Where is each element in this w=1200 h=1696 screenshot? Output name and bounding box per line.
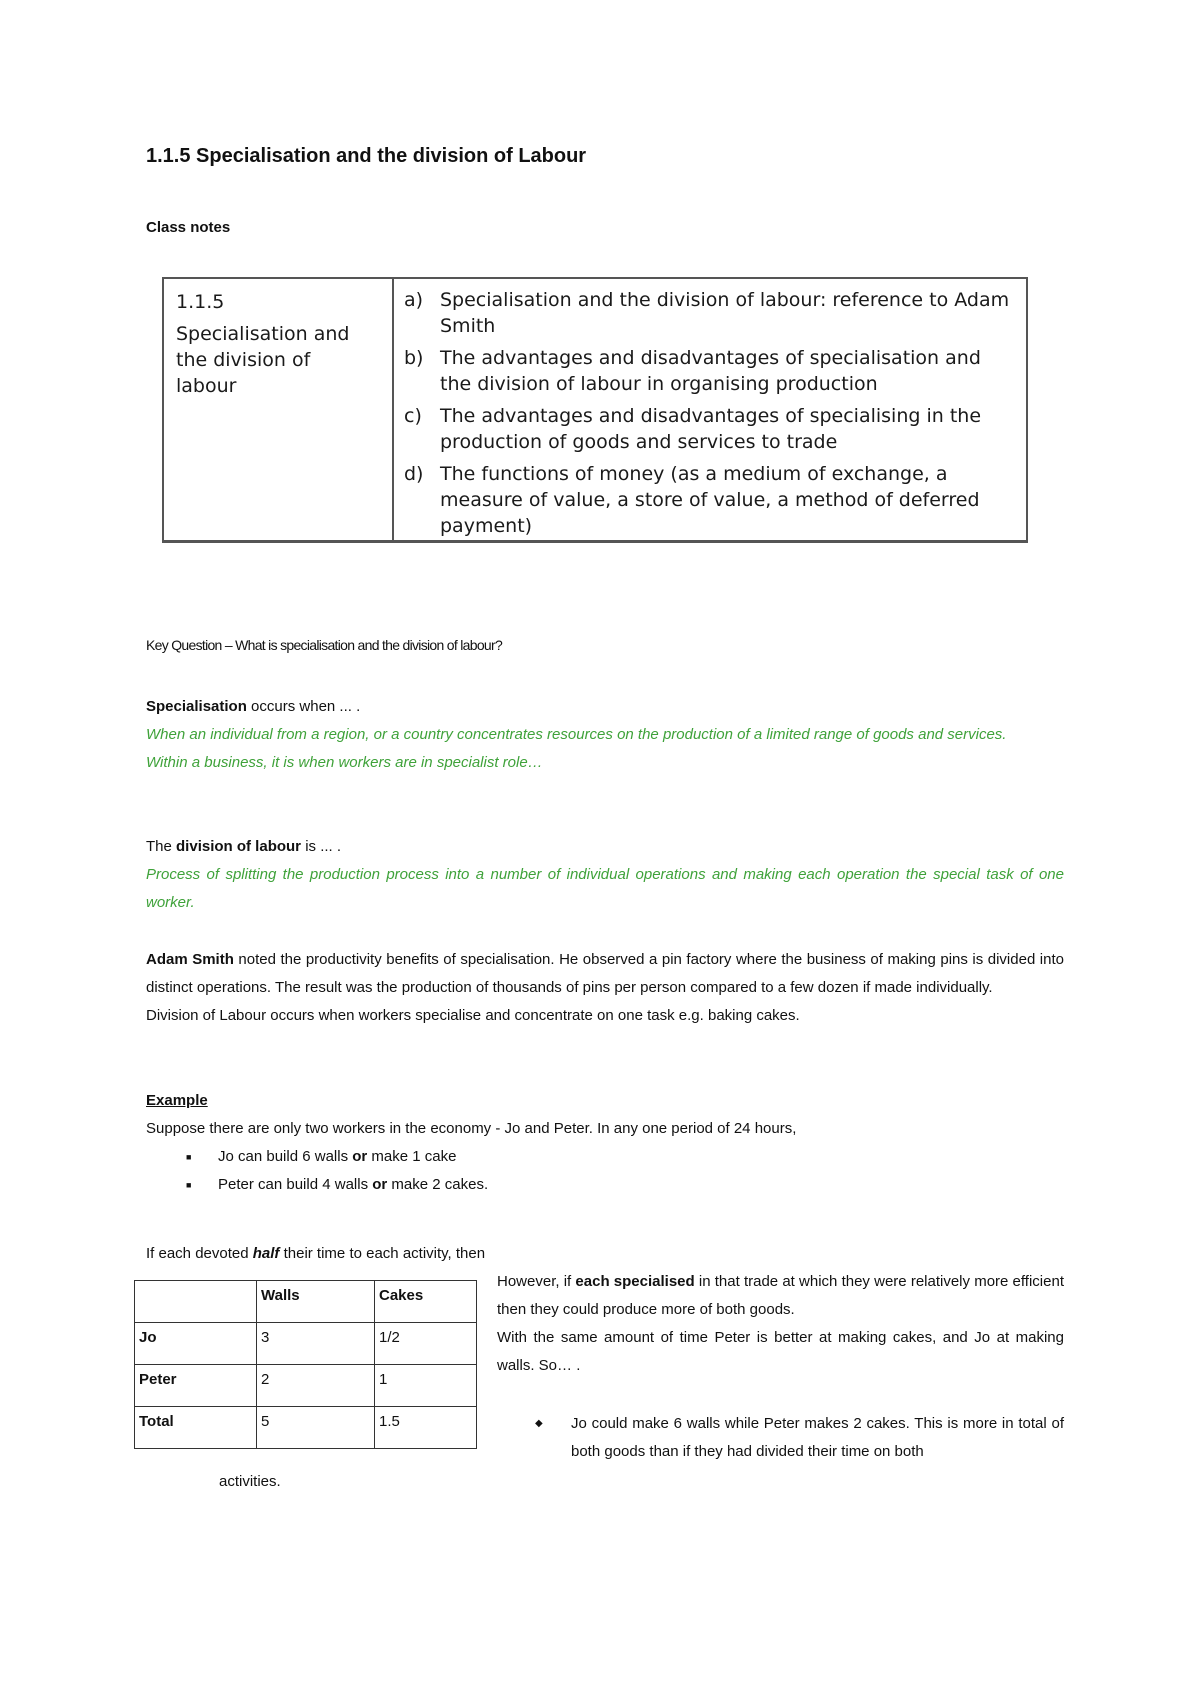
bullet-continuation: activities. (219, 1473, 281, 1490)
spec-item-text: The functions of money (as a medium of exchange, a measure of value, a store of value, a method of deferred payment) (440, 463, 980, 537)
example-intro: Suppose there are only two workers in the economy - Jo and Peter. In any one period of 24 hours, (146, 1120, 797, 1137)
table-cell: 1.5 (375, 1407, 477, 1449)
table-row (135, 1323, 477, 1365)
table-cell: 1 (375, 1365, 477, 1407)
table-cell: Total (135, 1407, 257, 1449)
explanation-bold: each specialised (575, 1273, 695, 1290)
table-row (135, 1407, 477, 1449)
specialisation-answer-2: Within a business, it is when workers are in specialist role… (146, 754, 543, 771)
adam-smith-text: noted the productivity benefits of specialisation. He observed a pin factory where the business of making pins is divided into distinct operations. The result was the production of thousands of pins per person compared to a few dozen if made individually. (146, 951, 1064, 996)
table-cell: 1/2 (375, 1323, 477, 1365)
bullet-text: Peter can build 4 walls (218, 1176, 373, 1193)
list-item (186, 1143, 488, 1171)
table-cell: Jo (135, 1323, 257, 1365)
example-bullets (186, 1143, 488, 1199)
division-of-labour-line: Division of Labour occurs when workers specialise and concentrate on one task e.g. baking cakes. (146, 1007, 800, 1024)
page-title: 1.1.5 Specialisation and the division of Labour (146, 145, 587, 167)
spec-table (162, 277, 1028, 543)
table-cell (135, 1281, 257, 1323)
specialisation-block (146, 693, 1064, 777)
spec-code: 1.1.5 (176, 291, 225, 313)
bullet-text: Jo can build 6 walls (218, 1148, 353, 1165)
half-post: their time to each activity, then (279, 1245, 486, 1262)
half-pre: If each devoted (146, 1245, 253, 1262)
spec-item (404, 403, 1016, 455)
half-word: half (252, 1245, 280, 1262)
bullet-square-icon: ■ (186, 1180, 192, 1190)
walls-cakes-table (134, 1280, 477, 1449)
explanation-text: in that trade at which they were relatively more efficient then they could produce more of both goods. (497, 1273, 1064, 1318)
adam-smith-block (146, 946, 1064, 1030)
list-item (535, 1410, 1064, 1466)
specialisation-term: Specialisation (146, 698, 247, 715)
division-answer: Process of splitting the production process into a number of individual operations and making each operation the special task of one worker. (146, 866, 1064, 911)
specialisation-answer-1: When an individual from a region, or a country concentrates resources on the production of a limited range of goods and services. (146, 726, 1007, 743)
example-heading: Example (146, 1092, 208, 1109)
table-cell: 2 (257, 1365, 375, 1407)
example-block (146, 1087, 1064, 1143)
table-cell: 5 (257, 1407, 375, 1449)
explanation-text: However, if (497, 1273, 576, 1290)
spec-item-text: Specialisation and the division of labour: reference to Adam Smith (440, 289, 1010, 337)
bullet-bold: or (352, 1148, 368, 1165)
adam-smith-name: Adam Smith (146, 951, 234, 968)
table-header-walls: Walls (257, 1281, 375, 1323)
subtitle: Class notes (146, 219, 231, 236)
spec-item-label: a) (404, 289, 424, 311)
bullet-diamond-icon: ◆ (535, 1418, 543, 1429)
spec-item (404, 461, 1016, 539)
table-cell: Peter (135, 1365, 257, 1407)
division-block (146, 833, 1064, 917)
bullet-text: make 2 cakes. (387, 1176, 489, 1193)
spec-topic: Specialisation and the division of labour (176, 323, 350, 397)
half-line (146, 1240, 1064, 1268)
bullet-text: Jo could make 6 walls while Peter makes 2 cakes. This is more in total of both goods than if they had divided their time on both (571, 1415, 1064, 1460)
spec-item-label: b) (404, 347, 424, 369)
division-prompt: is ... . (301, 838, 342, 855)
division-term: division of labour (176, 838, 302, 855)
spec-item-label: d) (404, 463, 424, 485)
table-row (135, 1365, 477, 1407)
list-item (186, 1171, 488, 1199)
table-header-cakes: Cakes (375, 1281, 477, 1323)
explanation-text: With the same amount of time Peter is better at making cakes, and Jo at making walls. So… . (497, 1329, 1064, 1374)
spec-item-text: The advantages and disadvantages of specialisation and the division of labour in organising production (440, 347, 981, 395)
spec-item (404, 345, 1016, 397)
spec-item-text: The advantages and disadvantages of specialising in the production of goods and services to trade (440, 405, 982, 453)
table-header-row (135, 1281, 477, 1323)
bullet-text: make 1 cake (367, 1148, 457, 1165)
spec-item (404, 287, 1016, 339)
spec-items-cell (394, 279, 1026, 545)
spec-topic-cell (164, 279, 394, 540)
key-question: Key Question – What is specialisation and the division of labour? (146, 637, 503, 653)
bullet-square-icon: ■ (186, 1152, 192, 1162)
specialisation-explanation (497, 1268, 1064, 1380)
table-cell: 3 (257, 1323, 375, 1365)
bullet-bold: or (372, 1176, 388, 1193)
specialisation-prompt: occurs when ... . (246, 698, 361, 715)
spec-item-label: c) (404, 405, 422, 427)
division-pre: The (146, 838, 177, 855)
